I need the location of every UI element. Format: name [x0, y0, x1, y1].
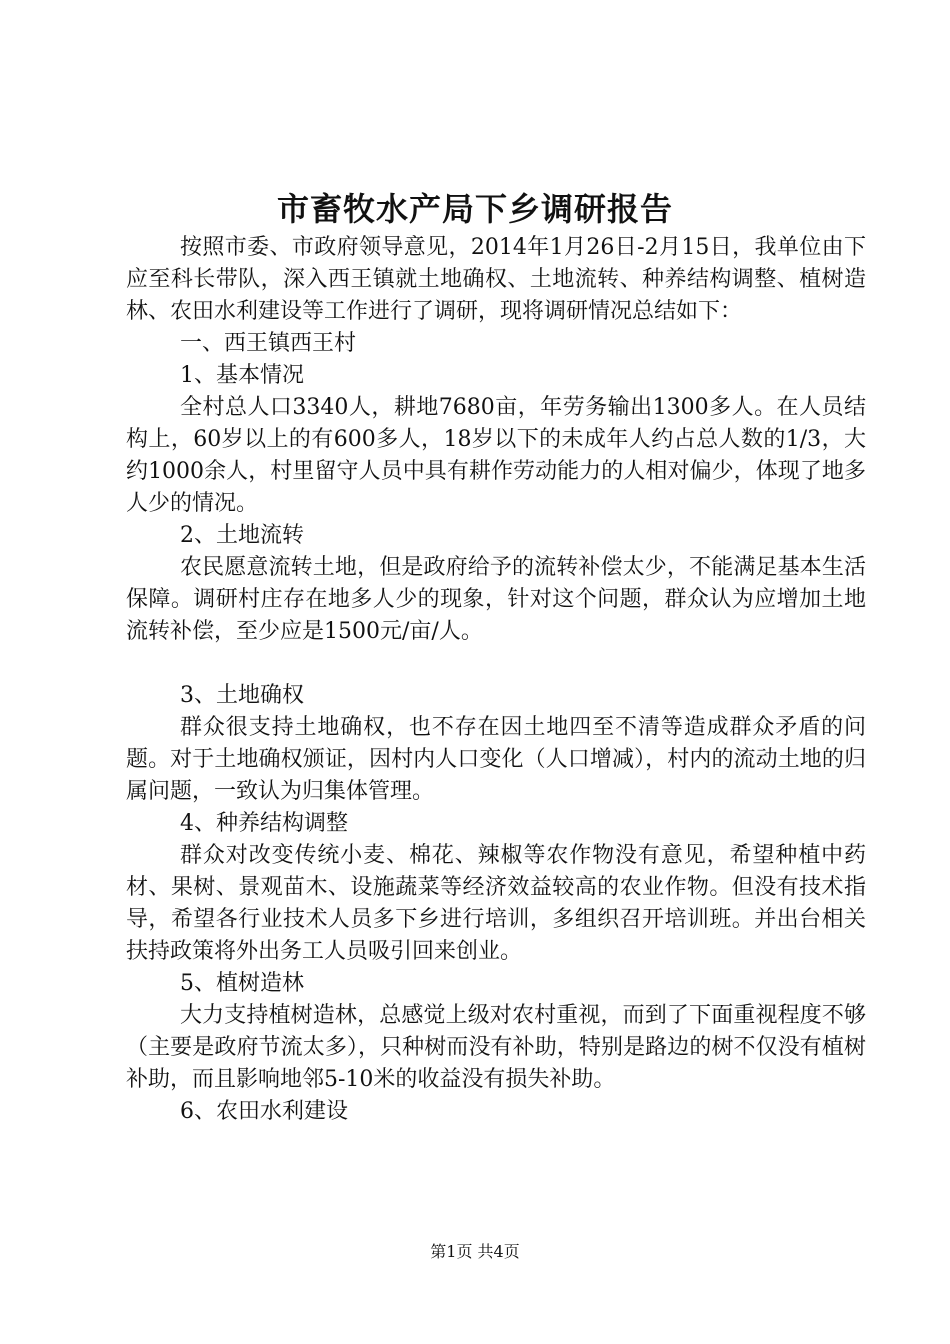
- afforestation-paragraph: 大力支持植树造林，总感觉上级对农村重视，而到了下面重视程度不够（主要是政府节流太多），只种树而没有补助，特别是路边的树不仅没有植树补助，而且影响地邻5-10米的收益没有损失补助。: [126, 1003, 866, 1092]
- basic-situation-paragraph: 全村总人口3340人，耕地7680亩，年劳务输出1300多人。在人员结构上，60岁以上的有600多人，18岁以下的未成年人约占总人数的1/3，大约1000余人，村里留守人员中具有耕作劳动能力的人相对偏少，体现了地多人少的情况。: [126, 395, 866, 516]
- subsection-heading-afforestation: 5、植树造林: [180, 971, 304, 996]
- subsection-heading-irrigation: 6、农田水利建设: [180, 1099, 348, 1124]
- land-rights-paragraph: 群众很支持土地确权，也不存在因土地四至不清等造成群众矛盾的问题。对于土地确权颁证，因村内人口变化（人口增减），村内的流动土地的归属问题，一致认为归集体管理。: [126, 715, 866, 804]
- paragraph-gap: [126, 648, 866, 680]
- intro-paragraph: 按照市委、市政府领导意见，2014年1月26日-2月15日，我单位由下应至科长带队，深入西王镇就土地确权、土地流转、种养结构调整、植树造林、农田水利建设等工作进行了调研，现将调研情况总结如下：: [126, 235, 866, 324]
- subsection-heading-structure-adjustment: 4、种养结构调整: [180, 811, 348, 836]
- land-transfer-paragraph: 农民愿意流转土地，但是政府给予的流转补偿太少，不能满足基本生活保障。调研村庄存在地多人少的现象，针对这个问题，群众认为应增加土地流转补偿，至少应是1500元/亩/人。: [126, 555, 866, 644]
- section-heading-xiwang-village: 一、西王镇西王村: [180, 331, 357, 356]
- document-title: 市畜牧水产局下乡调研报告: [276, 190, 673, 228]
- document-body: [126, 232, 866, 1128]
- page-footer: 第1页 共4页: [430, 1242, 520, 1261]
- structure-adjustment-paragraph: 群众对改变传统小麦、棉花、辣椒等农作物没有意见，希望种植中药材、果树、景观苗木、设施蔬菜等经济效益较高的农业作物。但没有技术指导，希望各行业技术人员多下乡进行培训，多组织召开培训班。并出台相关扶持政策将外出务工人员吸引回来创业。: [126, 843, 866, 964]
- subsection-heading-land-transfer: 2、土地流转: [180, 523, 304, 548]
- subsection-heading-land-rights: 3、土地确权: [180, 683, 304, 708]
- subsection-heading-basic-situation: 1、基本情况: [180, 363, 304, 388]
